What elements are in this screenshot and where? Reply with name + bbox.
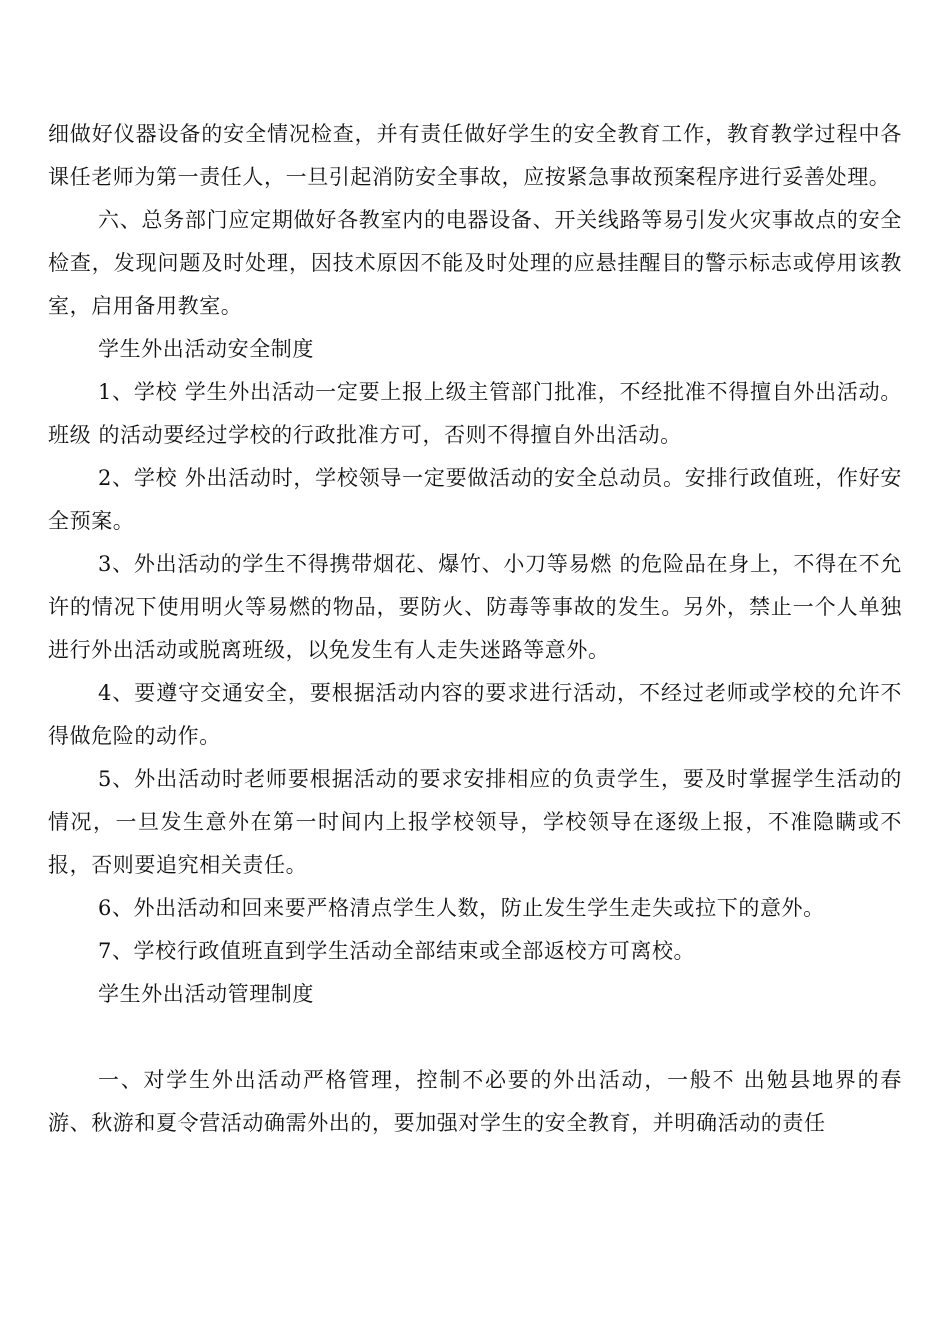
paragraph-rule-5: 5、外出活动时老师要根据活动的要求安排相应的负责学生，要及时掌握学生活动的情况，一旦发生意外在第一时间内上报学校领导，学校领导在逐级上报，不准隐瞒或不报，否则要追究相关责任。 xyxy=(48,767,902,877)
paragraph-rule-1: 1、学校 学生外出活动一定要上报上级主管部门批准，不经批准不得擅自外出活动。班级 的活动要经过学校的行政批准方可，否则不得擅自外出活动。 xyxy=(48,380,902,447)
paragraph-rule-7: 7、学校行政值班直到学生活动全部结束或全部返校方可离校。 xyxy=(98,939,696,963)
blank-line xyxy=(48,1016,902,1059)
paragraph-item-six: 六、总务部门应定期做好各教室内的电器设备、开关线路等易引发火灾事故点的安全检查，发现问题及时处理，因技术原因不能及时处理的应悬挂醒目的警示标志或停用该教室，启用备用教室。 xyxy=(48,208,902,318)
document-page xyxy=(48,113,902,1145)
paragraph-rule-6: 6、外出活动和回来要严格清点学生人数，防止发生学生走失或拉下的意外。 xyxy=(98,896,825,920)
paragraph-rule-4: 4、要遵守交通安全，要根据活动内容的要求进行活动，不经过老师或学校的允许不得做危险的动作。 xyxy=(48,681,902,748)
paragraph-management-1: 一、对学生外出活动严格管理，控制不必要的外出活动，一般不 出勉县地界的春游、秋游和夏令营活动确需外出的，要加强对学生的安全教育，并明确活动的责任 xyxy=(48,1068,902,1135)
section-heading-safety: 学生外出活动安全制度 xyxy=(98,337,314,361)
paragraph-continued: 细做好仪器设备的安全情况检查，并有责任做好学生的安全教育工作，教育教学过程中各课任老师为第一责任人，一旦引起消防安全事故，应按紧急事故预案程序进行妥善处理。 xyxy=(48,122,902,189)
paragraph-rule-2: 2、学校 外出活动时，学校领导一定要做活动的安全总动员。安排行政值班，作好安全预案。 xyxy=(48,466,902,533)
paragraph-rule-3: 3、外出活动的学生不得携带烟花、爆竹、小刀等易燃 的危险品在身上，不得在不允许的情况下使用明火等易燃的物品，要防火、防毒等事故的发生。另外，禁止一个人单独进行外出活动或脱离班级，以免发生有人走失迷路等意外。 xyxy=(48,552,902,662)
section-heading-management: 学生外出活动管理制度 xyxy=(98,982,314,1006)
